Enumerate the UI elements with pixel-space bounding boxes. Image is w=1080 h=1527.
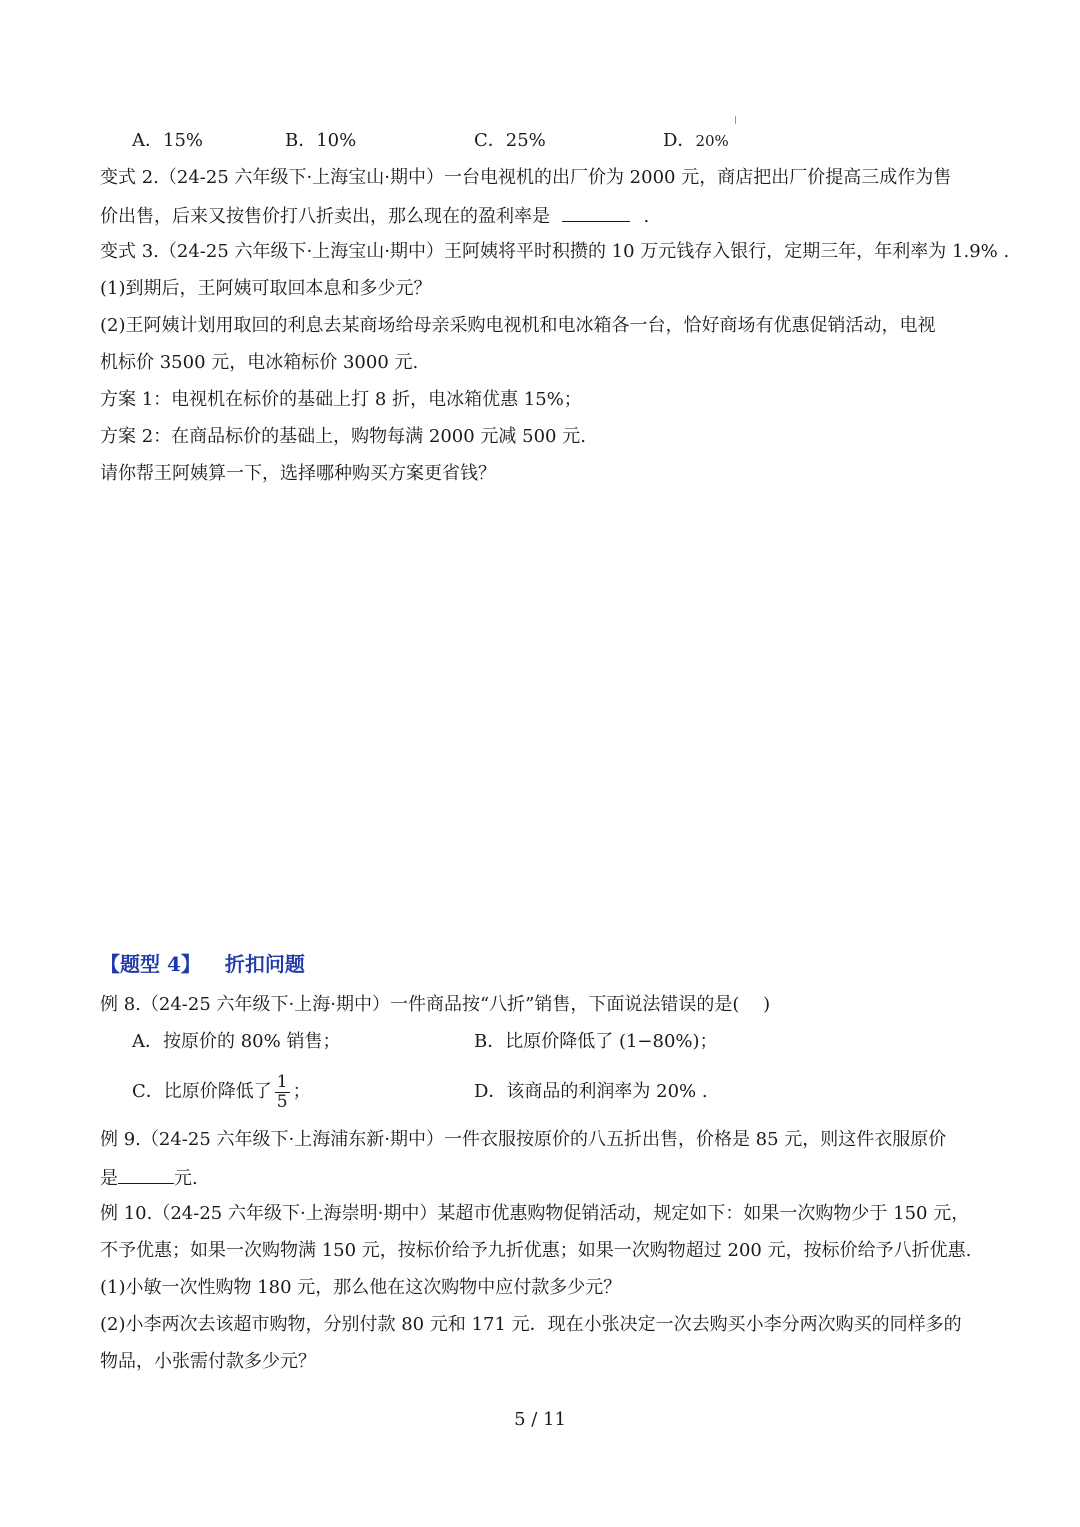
example8-option-a: A．按原价的 80% 销售；	[132, 1031, 341, 1052]
example8-option-c	[132, 1070, 311, 1114]
variant3-plan1: 方案 1：电视机在标价的基础上打 8 折，电冰箱优惠 15%；	[100, 389, 582, 410]
example10-line2: 不予优惠；如果一次购物满 150 元，按标价给予九折优惠；如果一次购物超过 200 元，按标价给予八折优惠.	[100, 1240, 972, 1261]
variant2-line2	[100, 203, 649, 227]
option-c-text: C．比原价降低了	[132, 1081, 272, 1102]
margin-mark	[735, 116, 736, 124]
answer-blank-example9[interactable]	[118, 1165, 174, 1184]
variant2-text: 价出售，后来又按售价打八折卖出，那么现在的盈利率是	[100, 206, 550, 227]
variant2-line1: 变式 2.（24-25 六年级下·上海宝山·期中）一台电视机的出厂价为 2000 元，商店把出厂价提高三成作为售	[100, 167, 952, 188]
variant3-q2-line1: (2)王阿姨计划用取回的利息去某商场给母亲采购电视机和电冰箱各一台，恰好商场有优惠促销活动，电视	[100, 315, 936, 336]
example8-option-d: D．该商品的利润率为 20% .	[474, 1081, 708, 1102]
section-title: 折扣问题	[224, 952, 305, 976]
fraction-one-fifth	[275, 1073, 290, 1112]
option-c: C．25%	[474, 130, 546, 151]
option-a: A．15%	[132, 130, 204, 151]
example8-option-b: B．比原价降低了 (1−80%)；	[474, 1031, 718, 1052]
option-b: B．10%	[285, 130, 357, 151]
variant3-q2-line2: 机标价 3500 元，电冰箱标价 3000 元.	[100, 352, 419, 373]
variant2-end: .	[643, 206, 650, 227]
option-d-label: D．	[663, 130, 696, 151]
variant3-plan2: 方案 2：在商品标价的基础上，购物每满 2000 元减 500 元.	[100, 426, 586, 447]
variant3-line1: 变式 3.（24-25 六年级下·上海宝山·期中）王阿姨将平时积攒的 10 万元钱存入银行，定期三年，年利率为 1.9% .	[100, 241, 1010, 262]
page-number: 5 / 11	[514, 1409, 566, 1430]
example8-stem: 例 8.（24-25 六年级下·上海·期中）一件商品按“八折”销售，下面说法错误的是( )	[100, 994, 771, 1015]
example10-q2-line1: (2)小李两次去该超市购物，分别付款 80 元和 171 元．现在小张决定一次去购买小李分两次购买的同样多的	[100, 1314, 962, 1335]
answer-blank[interactable]	[562, 203, 630, 222]
fraction-numerator: 1	[276, 1071, 288, 1092]
example10-line1: 例 10.（24-25 六年级下·上海崇明·期中）某超市优惠购物促销活动，规定如下：如果一次购物少于 150 元，	[100, 1203, 970, 1224]
example10-q2-line2: 物品，小张需付款多少元？	[100, 1351, 316, 1372]
example10-q1: (1)小敏一次性购物 180 元，那么他在这次购物中应付款多少元？	[100, 1277, 622, 1298]
section-tag: 【题型 4】	[100, 952, 201, 976]
example9-suffix: 元.	[174, 1168, 198, 1189]
variant3-q1: (1)到期后，王阿姨可取回本息和多少元？	[100, 278, 432, 299]
example9-line1: 例 9.（24-25 六年级下·上海浦东新·期中）一件衣服按原价的八五折出售，价格是 85 元，则这件衣服原价	[100, 1129, 947, 1150]
option-d	[663, 129, 729, 153]
option-c-suffix: ；	[292, 1081, 311, 1102]
example9-line2	[100, 1165, 198, 1189]
fraction-denominator: 5	[276, 1091, 288, 1112]
option-d-value: 20%	[695, 132, 729, 150]
example9-prefix: 是	[100, 1168, 118, 1189]
section-heading	[100, 951, 305, 977]
variant3-ask: 请你帮王阿姨算一下，选择哪种购买方案更省钱？	[100, 463, 496, 484]
